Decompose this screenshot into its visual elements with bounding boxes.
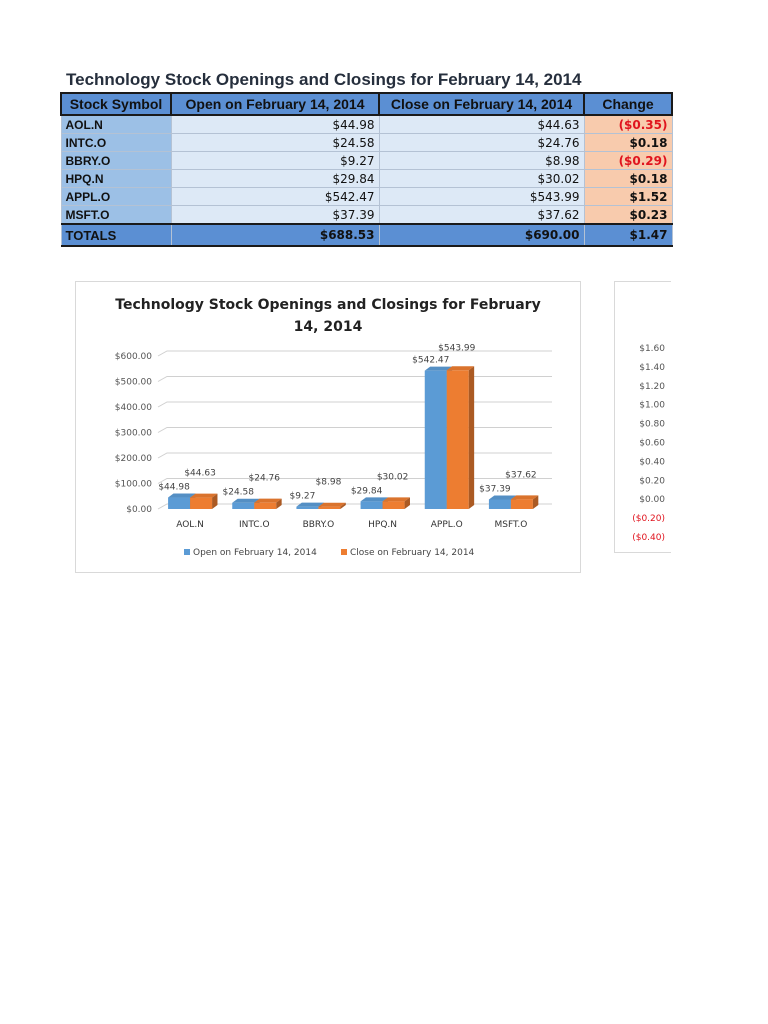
data-label: $29.84 bbox=[350, 486, 383, 497]
totals-open: $688.53 bbox=[171, 224, 379, 246]
cell-open: $44.98 bbox=[171, 115, 379, 134]
x-tick-label: BBRY.O bbox=[302, 520, 335, 530]
cell-symbol: MSFT.O bbox=[61, 206, 171, 225]
cell-open: $9.27 bbox=[171, 152, 379, 170]
price-chart bbox=[75, 281, 581, 573]
gridline bbox=[158, 428, 552, 433]
table-row bbox=[61, 188, 672, 206]
gridline bbox=[158, 351, 552, 356]
y-tick-label: $1.40 bbox=[639, 362, 665, 373]
table-row bbox=[61, 115, 672, 134]
y-tick-label: $300.00 bbox=[114, 428, 152, 439]
cell-symbol: AOL.N bbox=[61, 115, 171, 134]
bar-close bbox=[511, 499, 533, 509]
bar-open bbox=[232, 503, 254, 509]
cell-symbol: HPQ.N bbox=[61, 170, 171, 188]
totals-label: TOTALS bbox=[61, 224, 171, 246]
data-label: $24.76 bbox=[248, 473, 280, 484]
cell-change: $0.23 bbox=[584, 206, 672, 225]
legend-label: Open on February 14, 2014 bbox=[193, 548, 317, 558]
y-tick-label: $1.00 bbox=[639, 400, 665, 411]
cell-open: $24.58 bbox=[171, 134, 379, 152]
table-row bbox=[61, 206, 672, 225]
data-label: $44.63 bbox=[184, 468, 216, 479]
chart-plot bbox=[76, 282, 580, 572]
cell-change: ($0.35) bbox=[584, 115, 672, 134]
bar-open bbox=[361, 501, 383, 509]
cell-change: $0.18 bbox=[584, 134, 672, 152]
y-tick-label: $1.60 bbox=[639, 344, 665, 354]
y-tick-label: $400.00 bbox=[114, 403, 152, 413]
bar-open bbox=[296, 507, 318, 509]
cell-symbol: APPL.O bbox=[61, 188, 171, 206]
bar-open bbox=[489, 499, 511, 509]
data-label: $542.47 bbox=[412, 355, 450, 366]
y-tick-label: $200.00 bbox=[114, 454, 152, 464]
x-tick-label: MSFT.O bbox=[494, 520, 528, 530]
bar-close bbox=[190, 498, 212, 509]
cell-change: $0.18 bbox=[584, 170, 672, 188]
data-label: $24.58 bbox=[222, 487, 254, 498]
gridline bbox=[158, 453, 552, 458]
table-row bbox=[61, 170, 672, 188]
cell-change: ($0.29) bbox=[584, 152, 672, 170]
header-open: Open on February 14, 2014 bbox=[171, 93, 379, 115]
stock-table bbox=[60, 92, 673, 247]
y-tick-label: $0.60 bbox=[639, 438, 665, 449]
y-tick-label: $600.00 bbox=[114, 352, 152, 362]
cell-close: $543.99 bbox=[379, 188, 584, 206]
y-tick-label: $1.20 bbox=[639, 381, 665, 392]
change-chart-partial bbox=[614, 281, 671, 553]
y-tick-label: $0.20 bbox=[639, 476, 665, 487]
gridline bbox=[158, 377, 552, 382]
data-label: $44.98 bbox=[158, 482, 190, 493]
page-title: Technology Stock Openings and Closings for February 14, 2014 bbox=[66, 70, 582, 89]
bar-close bbox=[318, 507, 340, 509]
totals-row bbox=[61, 224, 672, 246]
bar-open bbox=[168, 498, 190, 509]
legend-label: Close on February 14, 2014 bbox=[350, 548, 475, 558]
header-change: Change bbox=[584, 93, 672, 115]
legend-swatch bbox=[184, 549, 190, 555]
cell-symbol: BBRY.O bbox=[61, 152, 171, 170]
data-label: $37.39 bbox=[479, 484, 511, 495]
data-label: $9.27 bbox=[289, 491, 316, 502]
cell-close: $37.62 bbox=[379, 206, 584, 225]
y-tick-label: $0.00 bbox=[639, 495, 665, 506]
cell-symbol: INTC.O bbox=[61, 134, 171, 152]
chart-title-line-1: Technology Stock Openings and Closings for February bbox=[115, 297, 541, 313]
cell-open: $29.84 bbox=[171, 170, 379, 188]
y-tick-label: $0.00 bbox=[126, 505, 152, 515]
gridline bbox=[158, 402, 552, 407]
totals-close: $690.00 bbox=[379, 224, 584, 246]
bar-close bbox=[254, 503, 276, 509]
data-label: $30.02 bbox=[376, 472, 409, 483]
cell-open: $37.39 bbox=[171, 206, 379, 225]
x-tick-label: APPL.O bbox=[430, 520, 463, 530]
chart-title-line-2: 14, 2014 bbox=[293, 319, 363, 335]
y-tick-label: $100.00 bbox=[114, 479, 152, 490]
cell-close: $30.02 bbox=[379, 170, 584, 188]
totals-change: $1.47 bbox=[584, 224, 672, 246]
change-chart-axis bbox=[615, 282, 671, 552]
x-tick-label: AOL.N bbox=[176, 520, 204, 530]
y-tick-label: $500.00 bbox=[114, 377, 152, 388]
x-tick-label: INTC.O bbox=[238, 520, 270, 530]
table-row bbox=[61, 134, 672, 152]
table-row bbox=[61, 152, 672, 170]
cell-change: $1.52 bbox=[584, 188, 672, 206]
cell-open: $542.47 bbox=[171, 188, 379, 206]
cell-close: $44.63 bbox=[379, 115, 584, 134]
header-close: Close on February 14, 2014 bbox=[379, 93, 584, 115]
y-tick-label: ($0.20) bbox=[632, 514, 665, 525]
table-header-row bbox=[61, 93, 672, 115]
data-label: $8.98 bbox=[315, 477, 342, 488]
x-tick-label: HPQ.N bbox=[368, 520, 398, 530]
y-tick-label: $0.40 bbox=[639, 457, 665, 468]
bar-close bbox=[447, 370, 469, 509]
bar-close bbox=[383, 501, 405, 509]
data-label: $37.62 bbox=[505, 470, 537, 481]
bar-side bbox=[469, 366, 474, 509]
data-label: $543.99 bbox=[438, 343, 476, 354]
legend-swatch bbox=[341, 549, 347, 555]
bar-open bbox=[425, 371, 447, 509]
y-tick-label: ($0.40) bbox=[632, 533, 665, 543]
cell-close: $8.98 bbox=[379, 152, 584, 170]
cell-close: $24.76 bbox=[379, 134, 584, 152]
header-stock-symbol: Stock Symbol bbox=[61, 93, 171, 115]
gridline bbox=[158, 479, 552, 484]
y-tick-label: $0.80 bbox=[639, 419, 665, 430]
